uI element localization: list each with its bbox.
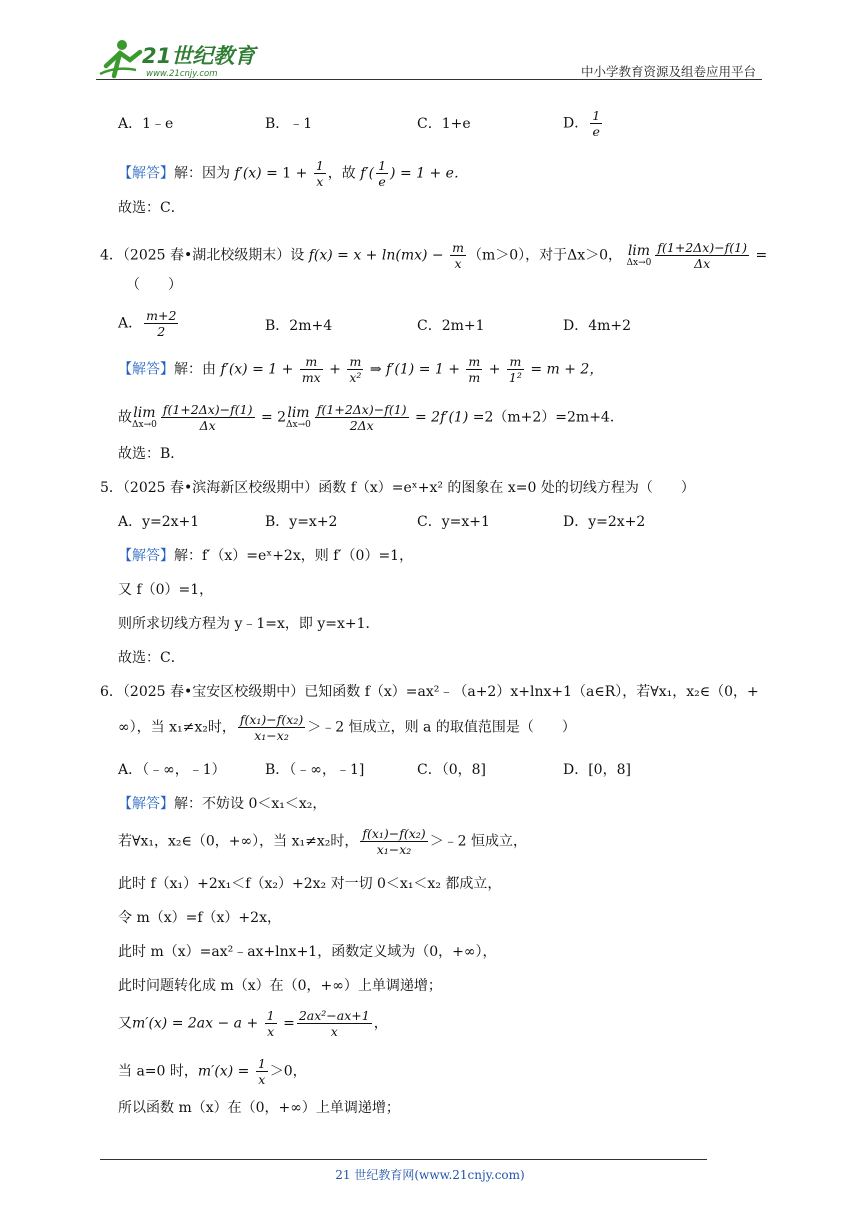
q5-stem: 5．（2025 春•滨海新区校级期中）函数 f（x）=eˣ+x² 的图象在 x=0 处的切线方程为（ ） — [100, 480, 695, 496]
q6-answer-line2: 若∀x₁，x₂∈（0，+∞），当 x₁≠x₂时， $\frac{\text{f(x₁)−f(x₂)}}{\text{x₁−x₂}}$ ＞﹣2 恒成立， — [118, 826, 528, 857]
q5-choice: 故选：C． — [118, 650, 185, 666]
q6-stem: 6．（2025 春•宝安区校级期中）已知函数 f（x）=ax²﹣（a+2）x+lnx+1（a∈R），若∀x₁，x₂∈（0，+ — [100, 684, 759, 700]
q6-answer-line3: 此时 f（x₁）+2x₁＜f（x₂）+2x₂ 对一切 0＜x₁＜x₂ 都成立， — [118, 876, 502, 892]
runner-icon — [100, 40, 140, 76]
q5-option-c: C．y=x+1 — [417, 514, 490, 530]
q5-option-a: A．y=2x+1 — [118, 514, 200, 530]
q4-choice: 故选：B． — [118, 446, 185, 462]
q3-answer: 【解答】解：因为 f′(x) = 1 + $\frac{1}{x}$ ，故 f′( $\frac{1}{e}$ ) = 1 + e． — [118, 158, 468, 189]
header-platform-name: 中小学教育资源及组卷应用平台 — [580, 64, 756, 79]
q6-answer-line5: 此时 m（x）=ax²﹣ax+lnx+1，函数定义域为（0，+∞）， — [118, 944, 497, 960]
header-divider — [96, 79, 762, 80]
q4-stem: 4．（2025 春•湖北校级期末）设 f(x) = x + ln(mx) − $\frac{m}{x}$ （m＞0），对于Δx＞0， lim Δx→0 $\frac{f(1+2\Delta x)-f(1)}{\Delta x}$ = — [100, 240, 768, 271]
q6-answer-line9: 所以函数 m（x）在（0，+∞）上单调递增； — [118, 1100, 400, 1116]
q4-stem-paren: （ ） — [126, 277, 182, 293]
q3-option-c: C．1+e — [417, 116, 471, 132]
q6-stem-line2: ∞），当 x₁≠x₂时， $\frac{\text{f(x₁)−f(x₂)}}{\text{x₁−x₂}}$ ＞﹣2 恒成立，则 a 的取值范围是（ ） — [118, 712, 576, 743]
q6-answer-line8: 当 a=0 时，m′(x) = $\frac{1}{x}$ ＞0， — [118, 1056, 307, 1087]
q5-option-d: D．y=2x+2 — [563, 514, 646, 530]
logo-text: 21世纪教育 — [142, 44, 256, 68]
q4-option-c: C．2m+1 — [417, 318, 485, 334]
q4-answer: 【解答】解：由 f′(x) = 1 + $\frac{m}{mx}$ + $\frac{m}{\text{x²}}$ ⇒ f′(1) = 1 + $\frac{m}{m}$ + $\frac{m}{\text{1²}}$ = m + 2， — [118, 354, 604, 385]
site-logo — [96, 36, 266, 80]
q5-answer-line3: 则所求切线方程为 y﹣1=x，即 y=x+1． — [118, 616, 380, 632]
q5-answer: 【解答】解：f′（x）=eˣ+2x，则 f′（0）=1， — [118, 548, 414, 564]
q6-option-c: C．（0，8] — [417, 762, 486, 778]
footer-site: 21 世纪教育网(www.21cnjy.com) — [335, 1168, 525, 1182]
q4-option-b: B．2m+4 — [265, 318, 333, 334]
q4-answer-line2: 故 lim Δx→0 $\frac{f(1+2\Delta x)-f(1)}{\Delta x}$ = 2 lim Δx→0 $\frac{f(1+2\Delta x)-f(1)}{2\Delta x}$ = 2f′(1) =2（m+2）=2m+4． — [118, 402, 624, 433]
q6-answer-line7: 又m′(x) = 2ax − a + $\frac{1}{x}$ = $\frac{\text{2ax²−ax+1}}{x}$ ， — [118, 1008, 388, 1039]
q4-option-d: D．4m+2 — [563, 318, 632, 334]
q6-option-d: D．[0，8] — [563, 762, 631, 778]
q6-option-a: A．（﹣∞，﹣1） — [118, 762, 226, 778]
logo-sub: www.21cnjy.com — [146, 69, 218, 79]
footer-divider — [100, 1159, 707, 1160]
q3-option-a: A．1﹣e — [118, 116, 174, 132]
q5-answer-line2: 又 f（0）=1， — [118, 582, 214, 598]
q4-option-a: A． $\frac{m+2}{2}$ — [118, 308, 177, 339]
q3-option-d: D． $\frac{1}{e}$ — [563, 108, 601, 139]
q6-answer: 【解答】解：不妨设 0＜x₁＜x₂， — [118, 796, 327, 812]
q3-option-b: B．﹣1 — [265, 116, 313, 132]
q6-answer-line4: 令 m（x）=f（x）+2x， — [118, 910, 281, 926]
q5-option-b: B．y=x+2 — [265, 514, 338, 530]
q6-answer-line6: 此时问题转化成 m（x）在（0，+∞）上单调递增； — [118, 978, 442, 994]
q3-choice: 故选：C． — [118, 200, 185, 216]
q6-option-b: B．（﹣∞，﹣1] — [265, 762, 365, 778]
